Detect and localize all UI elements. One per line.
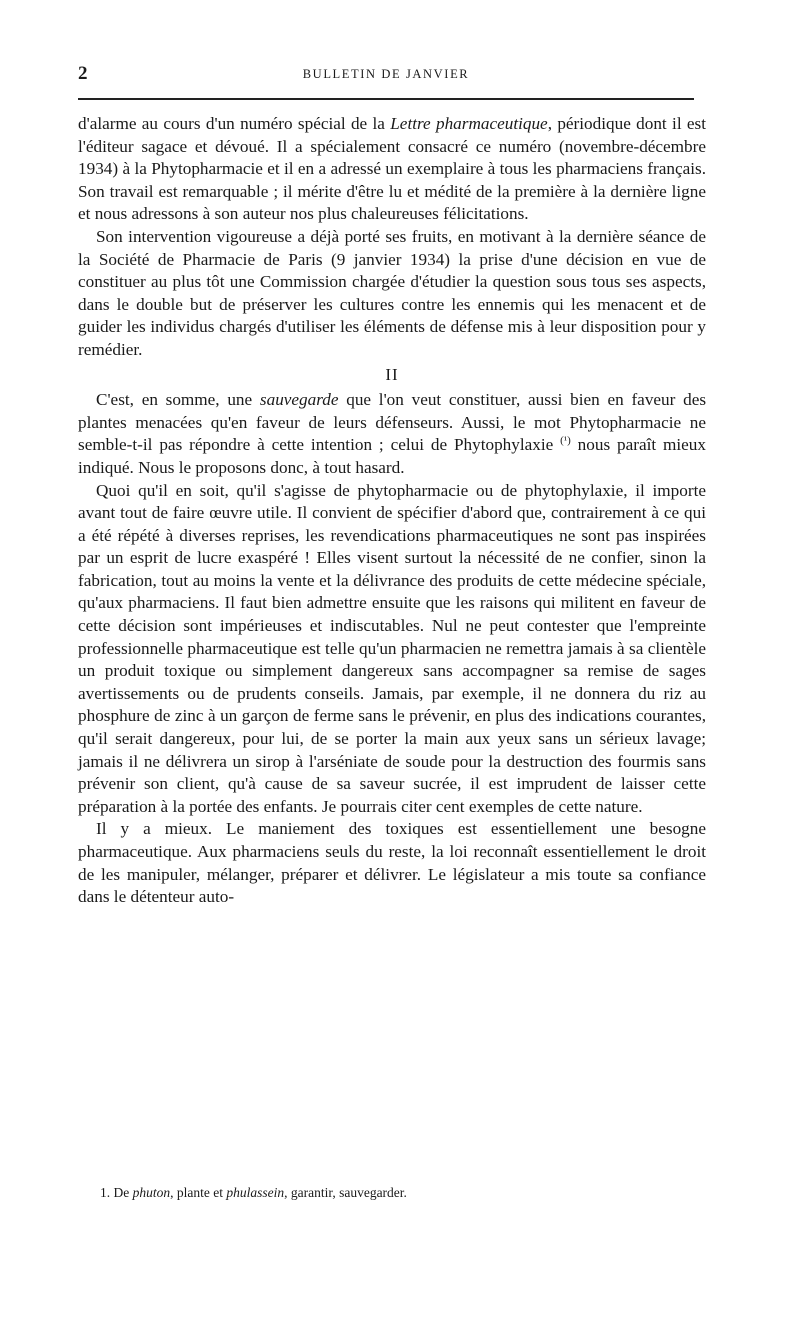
paragraph-1 bbox=[78, 113, 706, 226]
paragraph-3-text-a: C'est, en somme, une bbox=[96, 390, 260, 410]
body-text bbox=[78, 113, 706, 909]
footnote-reference: (¹) bbox=[560, 434, 571, 447]
footnote bbox=[100, 1184, 700, 1202]
footnote-number: 1. bbox=[100, 1185, 111, 1200]
paragraph-2: Son intervention vigoureuse a déjà porté ses fruits, en motivant à la dernière séance de la Société de Pharmacie de Paris (9 janvier 1934) la prise d'une décision en vue de constituer au plus tôt une Commission chargée d'étudier la question sous tous ses aspects, dans le double but de préserver les cultures contre les ennemis qui les menacent et de guider les individus chargés d'utiliser les éléments de défense mis à leur disposition pour y remédier. bbox=[78, 226, 706, 359]
paragraph-1-text-a: d'alarme au cours d'un numéro spécial de la bbox=[78, 114, 391, 133]
page-header bbox=[78, 62, 694, 86]
paragraph-1-text-b: , périodique dont il est l'éditeur sagace et dévoué. Il a spécialement consacré ce numéro (novembre-décembre 1934) à la Phytopharmacie et il en a adressé un exemplaire à tous les pharmaciens français. Son travail est remarquable ; il mérite d'être lu et médité de la première à la dernière ligne et nous adressons à son auteur nos plus chaleureuses félicitations. bbox=[78, 114, 707, 224]
paragraph-3 bbox=[78, 389, 706, 479]
footnote-term-2: phulassein bbox=[226, 1185, 285, 1200]
header-rule bbox=[78, 98, 694, 100]
paragraph-3-text-b: que l'on veut constituer, aussi bien en faveur des plantes menacées qu'en faveur de leurs défenseurs. Aussi, le mot Phytopharmacie ne semble-t-il pas répondre à cette intention ; celui de Phytophylaxie bbox=[78, 390, 707, 455]
section-heading: II bbox=[385, 364, 399, 384]
paragraph-5: Il y a mieux. Le maniement des toxiques est essentiellement une besogne pharmaceutique. Aux pharmaciens seuls du reste, la loi reconnaît essentiellement le droit de les manipuler, mélanger, préparer et délivrer. Le législateur a mis toute sa confiance dans le détenteur auto- bbox=[78, 819, 706, 907]
paragraph-3-text-c: nous paraît mieux indiqué. Nous le proposons donc, à tout hasard. bbox=[78, 435, 706, 477]
paragraph-4: Quoi qu'il en soit, qu'il s'agisse de phytopharmacie ou de phytophylaxie, il importe avant tout de faire œuvre utile. Il convient de spécifier d'abord que, contrairement à ce qui a été répété à diverses reprises, les revendications pharmaceutiques ne sont pas inspirées par un esprit de lucre exaspéré ! Elles visent surtout la nécessité de ne confier, sinon la fabrication, tout au moins la vente et la délivrance des produits de cette médecine spéciale, qu'aux pharmaciens. Il faut bien admettre ensuite que les raisons qui militent en faveur de cette décision sont impérieuses et indiscutables. Nul ne peut contester que l'empreinte professionnelle pharmaceutique est telle qu'un pharmacien ne remettra jamais à sa clientèle un produit toxique ou simplement dangereux sans accompagner sa remise de sages avertissements ou de prudents conseils. Jamais, par exemple, il ne donnera du riz au phosphure de zinc à un garçon de ferme sans le prévenir, en plus des indications courantes, qu'il serait dangereux, pour lui, de se porter la main aux yeux sans un sérieux lavage; jamais il ne délivrera un sirop à l'arséniate de soude pour la destruction des fourmis sans prévenir son client, qu'à cause de sa saveur sucrée, il est imprudent de laisser cette préparation à la portée des enfants. Je pourrais citer cent exemples de cette nature. bbox=[78, 480, 706, 816]
running-title: BULLETIN DE JANVIER bbox=[302, 67, 470, 81]
footnote-term-1: phuton bbox=[132, 1185, 171, 1200]
paragraph-3-emphasis: sauvegarde bbox=[259, 390, 339, 410]
footnote-text-b: , plante et bbox=[170, 1185, 227, 1200]
footnote-text-c: , garantir, sauvegarder. bbox=[284, 1185, 407, 1200]
page-number: 2 bbox=[78, 63, 88, 84]
footnote-text-a: De bbox=[110, 1185, 133, 1200]
journal-title: Lettre pharmaceutique bbox=[390, 114, 548, 133]
